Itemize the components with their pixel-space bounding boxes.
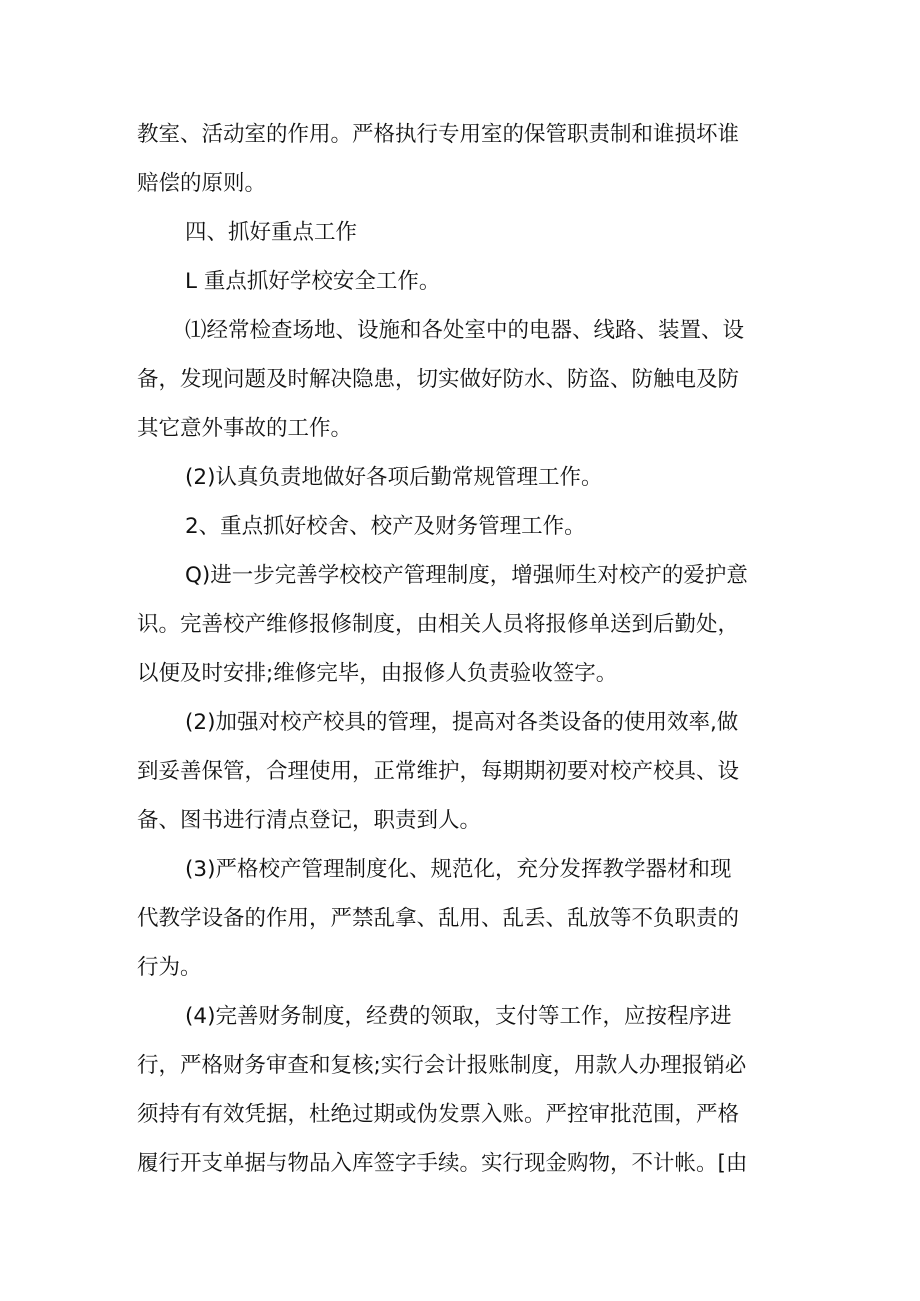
- paragraph-line: 行，严格财务审查和复核;实行会计报账制度，用款人办理报销必: [137, 1053, 747, 1078]
- paragraph-line: (4)完善财务制度，经费的领取，支付等工作，应按程序进: [185, 1004, 732, 1029]
- paragraph-line: 教室、活动室的作用。严格执行专用室的保管职责制和谁损坏谁: [137, 122, 740, 147]
- paragraph-line: 备，发现问题及时解决隐患，切实做好防水、防盗、防触电及防: [137, 367, 740, 392]
- paragraph-line: 行为。: [137, 955, 202, 980]
- subsection-heading: 2、重点抓好校舍、校产及财务管理工作。: [185, 514, 586, 539]
- paragraph-line: (2)加强对校产校具的管理，提高对各类设备的使用效率,做: [185, 710, 739, 735]
- paragraph-line: Q)进一步完善学校校产管理制度，增强师生对校产的爱护意: [185, 563, 748, 588]
- document-body: [137, 110, 787, 1188]
- paragraph-line: 识。完善校产维修报修制度，由相关人员将报修单送到后勤处，: [137, 612, 740, 637]
- paragraph-line: 以便及时安排;维修完毕，由报修人负责验收签字。: [137, 661, 618, 686]
- paragraph-line: ⑴经常检查场地、设施和各处室中的电器、线路、装置、设: [185, 318, 745, 343]
- paragraph-line: 须持有有效凭据，杜绝过期或伪发票入账。严控审批范围，严格: [137, 1102, 740, 1127]
- paragraph-line: (2)认真负责地做好各项后勤常规管理工作。: [185, 465, 603, 490]
- paragraph-line: 其它意外事故的工作。: [137, 416, 353, 441]
- paragraph-line: 到妥善保管，合理使用，正常维护，每期期初要对校产校具、设: [137, 759, 740, 784]
- paragraph-line: 赔偿的原则。: [137, 171, 267, 196]
- paragraph-line: 备、图书进行清点登记，职责到人。: [137, 808, 482, 833]
- paragraph-line: (3)严格校产管理制度化、规范化，充分发挥教学器材和现: [185, 857, 732, 882]
- subsection-heading: L 重点抓好学校安全工作。: [185, 269, 441, 294]
- section-heading: 四、抓好重点工作: [185, 220, 358, 245]
- paragraph-line: 代教学设备的作用，严禁乱拿、乱用、乱丢、乱放等不负职责的: [137, 906, 740, 931]
- paragraph-line: 履行开支单据与物品入库签字手续。实行现金购物，不计帐。[由: [137, 1151, 748, 1176]
